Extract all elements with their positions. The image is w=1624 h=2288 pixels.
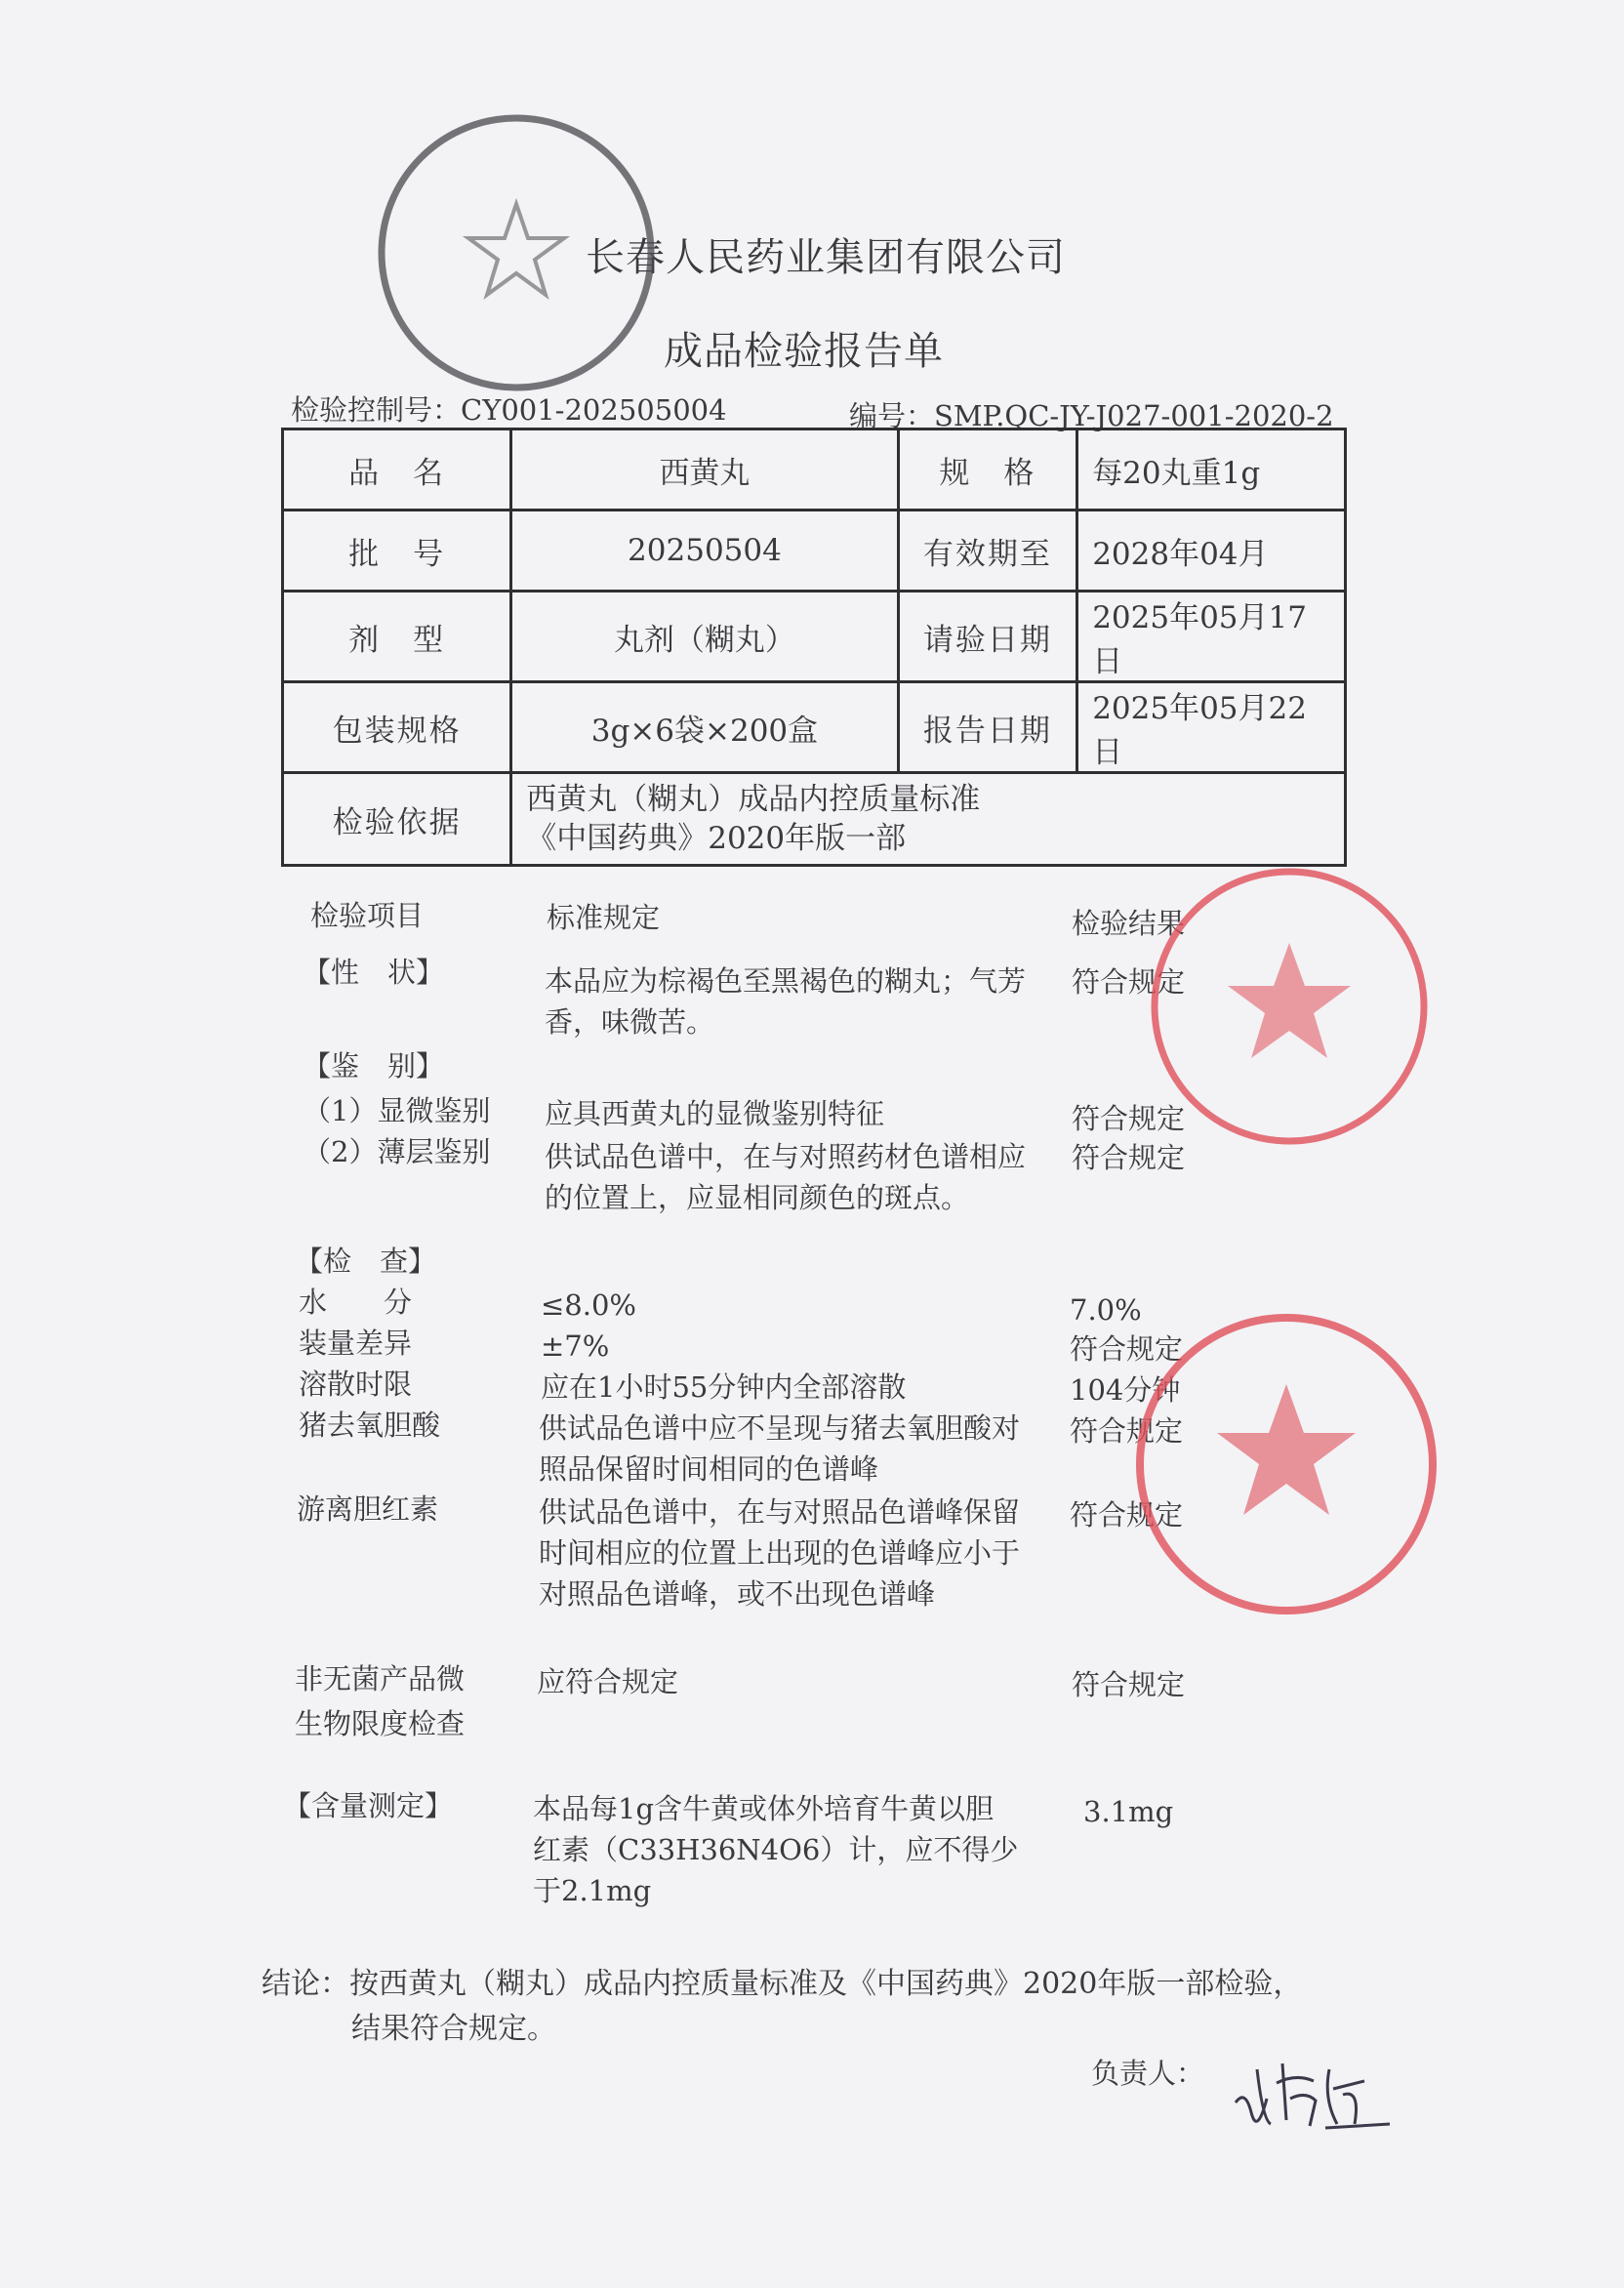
company-seal-stamp [375, 111, 658, 394]
document-code: 编号：SMP.QC-JY-J027-001-2020-2 [849, 399, 1334, 432]
cell-label: 有效期至 [898, 511, 1077, 592]
table-row [283, 592, 1346, 682]
result-text: 104分钟 [1070, 1373, 1181, 1407]
cell-value: 每20丸重1g [1077, 429, 1346, 511]
table-row [283, 429, 1346, 511]
cell-label: 报告日期 [898, 682, 1077, 773]
result-text: 符合规定 [1072, 1141, 1186, 1174]
responsible-label: 负责人： [1091, 2057, 1205, 2090]
conclusion-line: 结论：按西黄丸（糊丸）成品内控质量标准及《中国药典》2020年版一部检验， [262, 1967, 1303, 2001]
cell-label: 请验日期 [898, 592, 1077, 682]
cell-value: 2025年05月22日 [1077, 682, 1346, 773]
basis-cell [511, 773, 1346, 866]
table-row-basis [283, 773, 1346, 866]
cell-value: 2025年05月17日 [1077, 592, 1346, 682]
report-title: 成品检验报告单 [664, 329, 944, 374]
results-header-standard: 标准规定 [547, 901, 661, 934]
standard-text: 应符合规定 [537, 1665, 679, 1698]
cell-label: 剂 型 [283, 592, 511, 682]
results-header-result: 检验结果 [1072, 907, 1186, 940]
item-name: 溶散时限 [299, 1368, 413, 1401]
item-name: （2）薄层鉴别 [303, 1135, 491, 1168]
signature-mark [1228, 2030, 1394, 2138]
basis-line: 《中国药典》2020年版一部 [526, 821, 907, 856]
cell-value: 3g×6袋×200盒 [511, 682, 898, 773]
item-name: 非无菌产品微 [295, 1662, 466, 1696]
red-seal-stamp-1 [1148, 865, 1431, 1148]
product-info-table [281, 428, 1347, 867]
standard-text: 应在1小时55分钟内全部溶散 [541, 1370, 907, 1404]
section-heading: 【检 查】 [295, 1245, 437, 1278]
section-heading: 【鉴 别】 [303, 1049, 445, 1083]
item-name: 装量差异 [299, 1327, 413, 1360]
standard-text: 本品每1g含牛黄或体外培育牛黄以胆红素（C33H36N4O6）计，应不得少于2.1mg [533, 1792, 1019, 1907]
result-text: 3.1mg [1083, 1795, 1174, 1828]
cell-value: 2028年04月 [1077, 511, 1346, 592]
cell-value: 丸剂（糊丸） [511, 592, 898, 682]
result-text: 符合规定 [1072, 965, 1186, 999]
standard-text: ≤8.0% [541, 1288, 636, 1322]
conclusion-line: 结果符合规定。 [351, 2012, 556, 2046]
standard-text: ±7% [541, 1329, 610, 1363]
item-name: 游离胆红素 [297, 1492, 439, 1526]
standard-text: 供试品色谱中，在与对照药材色谱相应的位置上，应显相同颜色的斑点。 [545, 1140, 1027, 1214]
standard-text: 供试品色谱中应不呈现与猪去氧胆酸对照品保留时间相同的色谱峰 [539, 1411, 1021, 1486]
cell-label: 品 名 [283, 429, 511, 511]
results-header-item: 检验项目 [310, 899, 425, 932]
cell-label: 检验依据 [283, 773, 511, 866]
standard-text: 应具西黄丸的显微鉴别特征 [545, 1097, 885, 1130]
cell-label: 包装规格 [283, 682, 511, 773]
result-text: 7.0% [1070, 1293, 1142, 1327]
standard-text: 本品应为棕褐色至黑褐色的糊丸；气芳香，味微苦。 [545, 964, 1027, 1039]
red-seal-stamp-2 [1130, 1308, 1442, 1620]
cell-label: 规 格 [898, 429, 1077, 511]
standard-text: 供试品色谱中，在与对照品色谱峰保留时间相应的位置上出现的色谱峰应小于对照品色谱峰，或不出现色谱峰 [539, 1495, 1021, 1611]
section-heading: 【含量测定】 [283, 1789, 454, 1822]
item-name: 猪去氧胆酸 [299, 1409, 441, 1442]
result-text: 符合规定 [1070, 1414, 1184, 1448]
cell-value: 西黄丸 [511, 429, 898, 511]
item-name: 生物限度检查 [295, 1707, 466, 1740]
result-text: 符合规定 [1072, 1102, 1186, 1135]
conclusion [262, 1962, 1335, 2052]
basis-line: 西黄丸（糊丸）成品内控质量标准 [526, 782, 981, 817]
cell-value: 20250504 [511, 511, 898, 592]
section-heading: 【性 状】 [303, 956, 445, 989]
result-text: 符合规定 [1070, 1332, 1184, 1366]
table-row [283, 682, 1346, 773]
control-number: 检验控制号：CY001-202505004 [291, 393, 727, 427]
item-name: 水 分 [299, 1286, 413, 1319]
result-text: 符合规定 [1072, 1668, 1186, 1701]
cell-label: 批 号 [283, 511, 511, 592]
item-name: （1）显微鉴别 [303, 1094, 491, 1127]
table-row [283, 511, 1346, 592]
company-name: 长春人民药业集团有限公司 [586, 235, 1066, 280]
result-text: 符合规定 [1070, 1498, 1184, 1532]
